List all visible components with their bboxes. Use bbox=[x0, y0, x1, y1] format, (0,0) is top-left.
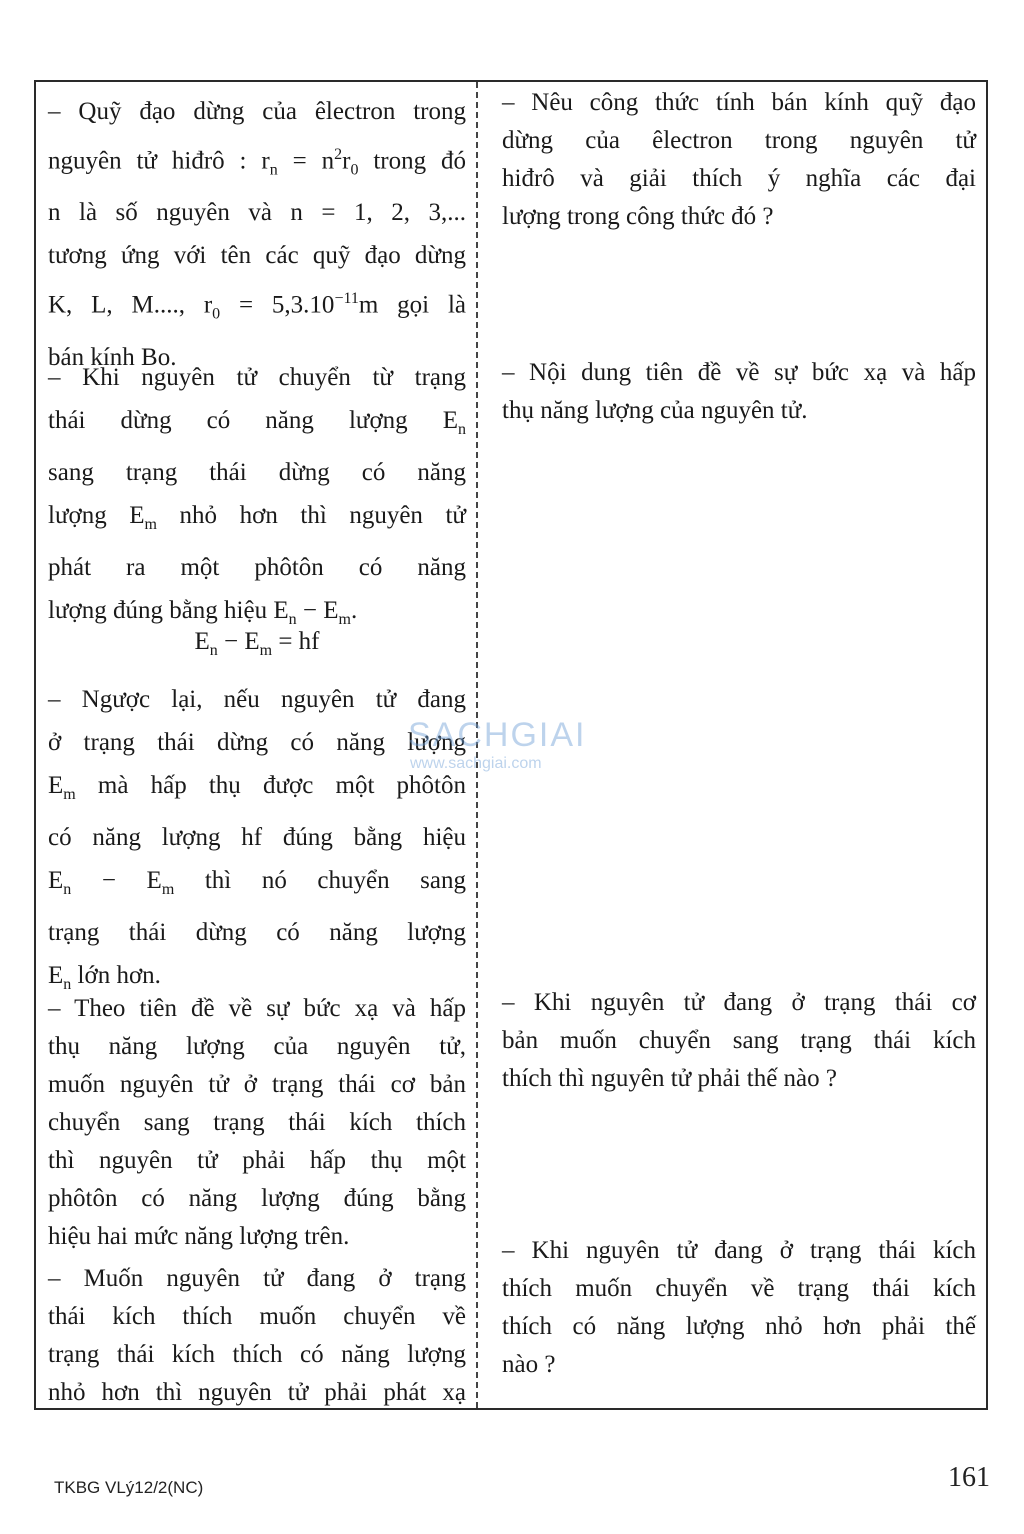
text-line: – Khi nguyên tử đang ở trạng thái cơ bbox=[502, 989, 976, 1016]
footer-book-code: TKBG VLý12/2(NC) bbox=[54, 1478, 204, 1497]
text-line: tương ứng với tên các quỹ đạo dừng bbox=[48, 242, 466, 270]
text-line: bán kính Bo. bbox=[48, 343, 177, 371]
text-line: nguyên tử hiđrô : $r_n = n^2r_0$ trong đó bbox=[48, 146, 466, 179]
energy-equation: $E_n - E_m$ = hf bbox=[194, 628, 320, 659]
text-line: ở trạng thái dừng có năng lượng bbox=[48, 729, 466, 756]
text-line: thì nguyên tử phải hấp thụ một bbox=[48, 1147, 466, 1174]
text-line: thụ năng lượng của nguyên tử. bbox=[502, 397, 808, 424]
answer-block-excited-to-lower bbox=[48, 1260, 466, 1412]
text-line: bản muốn chuyển sang trạng thái kích bbox=[502, 1027, 976, 1054]
answer-block-emission bbox=[48, 356, 466, 641]
text-line: K, L, M...., $r_0 = 5,3.10^{-11}m$ gọi là bbox=[48, 290, 466, 323]
text-line: n là số nguyên và n = 1, 2, 3,... bbox=[48, 199, 466, 227]
text-line: thụ năng lượng của nguyên tử, bbox=[48, 1033, 466, 1060]
text-line: có năng lượng hf đúng bằng hiệu bbox=[48, 824, 466, 851]
answer-block-absorption bbox=[48, 678, 466, 1006]
text-line: thích muốn chuyển về trạng thái kích bbox=[502, 1275, 976, 1302]
text-line: muốn nguyên tử ở trạng thái cơ bản bbox=[48, 1071, 466, 1098]
text-line: thích có năng lượng nhỏ hơn phải thế bbox=[502, 1313, 976, 1340]
text-line: sang trạng thái dừng có năng bbox=[48, 459, 466, 486]
text-line: dừng của êlectron trong nguyên tử bbox=[502, 127, 976, 154]
column-divider bbox=[476, 82, 478, 1408]
text-line: trạng thái dừng có năng lượng bbox=[48, 919, 466, 946]
text-line: – Muốn nguyên tử đang ở trạng bbox=[48, 1265, 466, 1292]
text-line: – Theo tiên đề về sự bức xạ và hấp bbox=[48, 995, 466, 1022]
text-line: – Khi nguyên tử đang ở trạng thái kích bbox=[502, 1237, 976, 1264]
answer-block-ground-to-excited bbox=[48, 990, 466, 1256]
text-line: nhỏ hơn thì nguyên tử phải phát xạ bbox=[48, 1379, 466, 1406]
text-line: – Nội dung tiên đề về sự bức xạ và hấp bbox=[502, 359, 976, 386]
text-line: – Ngược lại, nếu nguyên tử đang bbox=[48, 686, 466, 713]
text-line: – Nêu công thức tính bán kính quỹ đạo bbox=[502, 89, 976, 116]
text-line: phát ra một phôtôn có năng bbox=[48, 554, 466, 581]
text-line: $E_n - E_m$ thì nó chuyển sang bbox=[48, 867, 466, 898]
text-line: lượng đúng bằng hiệu $E_n - E_m$. bbox=[48, 597, 358, 628]
text-line: phôtôn có năng lượng đúng bằng bbox=[48, 1185, 466, 1212]
text-line: thái dừng có năng lượng $E_n$ bbox=[48, 407, 466, 438]
text-line: thích thì nguyên tử phải thế nào ? bbox=[502, 1065, 837, 1092]
text-line: $E_n$ lớn hơn. bbox=[48, 962, 161, 993]
page-number: 161 bbox=[948, 1462, 990, 1493]
text-line: lượng trong công thức đó ? bbox=[502, 203, 774, 230]
text-line: hiđrô và giải thích ý nghĩa các đại bbox=[502, 165, 976, 192]
text-line: chuyển sang trạng thái kích thích bbox=[48, 1109, 466, 1136]
text-line: – Quỹ đạo dừng của êlectron trong bbox=[48, 98, 466, 125]
watermark-url: www.sachgiai.com bbox=[410, 755, 542, 772]
question-block-ground-to-excited bbox=[502, 984, 976, 1098]
content-table bbox=[34, 80, 988, 1410]
text-line: hiệu hai mức năng lượng trên. bbox=[48, 1223, 350, 1250]
text-line: thái kích thích muốn chuyển về bbox=[48, 1303, 466, 1330]
text-line: $E_m$ mà hấp thụ được một phôtôn bbox=[48, 772, 466, 803]
question-block-postulate bbox=[502, 354, 976, 430]
question-block-excited-to-lower bbox=[502, 1232, 976, 1384]
text-line: – Khi nguyên tử chuyển từ trạng bbox=[48, 364, 466, 391]
answer-block-orbit-radius bbox=[48, 90, 466, 379]
watermark-logo: SACHGIAI bbox=[408, 716, 587, 754]
text-line: trạng thái kích thích có năng lượng bbox=[48, 1341, 466, 1368]
text-line: lượng $E_m$ nhỏ hơn thì nguyên tử bbox=[48, 502, 466, 533]
question-block-orbit-radius bbox=[502, 84, 976, 236]
text-line: nào ? bbox=[502, 1351, 556, 1378]
